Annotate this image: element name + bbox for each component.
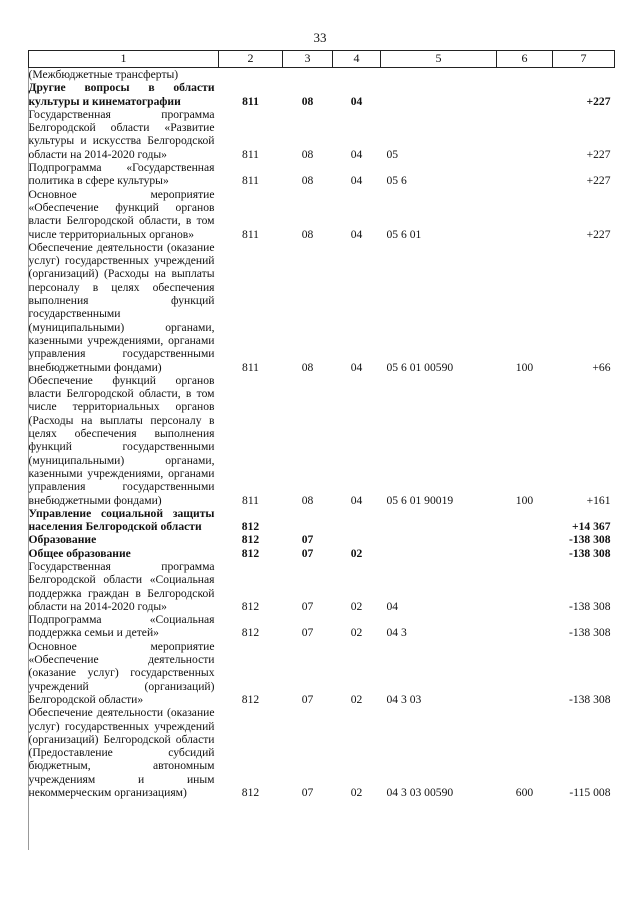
table-row xyxy=(29,706,615,799)
target-article-cell xyxy=(381,533,497,546)
section-code-cell: 07 xyxy=(301,546,314,560)
section-code-cell: 08 xyxy=(301,360,314,374)
row-name-cell: Основное мероприятие «Обеспечение функций органов власти Белгородской области, в том числе территориальных органов» xyxy=(28,187,215,241)
amount-cell: +227 xyxy=(586,94,611,108)
ministry-code-cell: 811 xyxy=(242,360,259,374)
subsection-code-cell: 04 xyxy=(350,147,363,161)
section-code-cell: 07 xyxy=(301,626,314,640)
target-article-cell xyxy=(381,81,497,108)
amount-cell: +14 367 xyxy=(572,520,611,534)
expense-type-cell xyxy=(497,507,553,534)
row-name-cell: Подпрограмма «Социальная поддержка семьи и детей» xyxy=(28,613,215,640)
row-name-cell: Обеспечение функций органов власти Белгородской области, в том числе территориальных органов (Расходы на выплаты персоналу в целях обеспечения выполнения функций государственными (муниципальными) органами, казенными учреждениями, органами управления государственными внебюджетными фондами) xyxy=(28,373,215,507)
table-row xyxy=(29,560,615,613)
target-article-cell: 04 3 03 xyxy=(386,692,422,706)
ministry-code-cell: 812 xyxy=(241,786,260,800)
amount-cell: -115 008 xyxy=(569,786,611,800)
section-code-cell: 08 xyxy=(301,94,314,108)
row-name-cell: Другие вопросы в области культуры и кинематографии xyxy=(28,81,215,108)
column-header: 5 xyxy=(381,51,497,68)
row-name-cell: Подпрограмма «Государственная политика в сфере культуры» xyxy=(28,161,215,188)
subsection-code-cell: 02 xyxy=(350,786,363,800)
table-row xyxy=(29,188,615,241)
column-header: 1 xyxy=(29,51,219,68)
expense-type-cell xyxy=(497,81,553,108)
expense-type-cell xyxy=(497,161,553,188)
table-header-row xyxy=(29,51,615,68)
row-name-cell: (Межбюджетные трансферты) xyxy=(28,68,179,81)
row-name-cell: Государственная программа Белгородской области «Развитие культуры и искусства Белгородской области на 2014-2020 годы» xyxy=(28,107,215,161)
table-row xyxy=(29,81,615,108)
column-header: 3 xyxy=(283,51,333,68)
ministry-code-cell: 812 xyxy=(241,533,260,547)
expense-type-cell xyxy=(497,640,553,706)
subsection-code-cell: 02 xyxy=(350,626,363,640)
ministry-code-cell: 811 xyxy=(242,493,259,507)
section-code-cell: 07 xyxy=(301,786,314,800)
target-article-cell: 05 6 01 xyxy=(386,227,422,241)
table-row xyxy=(29,161,615,188)
row-name-cell: Основное мероприятие «Обеспечение деятельности (оказание услуг) государственных учреждений (организаций) Белгородской области» xyxy=(28,639,215,706)
table-row xyxy=(29,241,615,374)
column-header: 2 xyxy=(219,51,283,68)
subsection-code-cell: 02 xyxy=(350,599,363,613)
ministry-code-cell: 812 xyxy=(241,520,260,534)
target-article-cell: 04 3 03 00590 xyxy=(386,786,454,800)
target-article-cell: 05 xyxy=(386,147,399,161)
ministry-code-cell: 812 xyxy=(241,626,260,640)
amount-cell: -138 308 xyxy=(568,533,611,547)
table-row xyxy=(29,640,615,706)
target-article-cell xyxy=(381,507,497,534)
page-number: 33 xyxy=(313,30,327,45)
target-article-cell: 05 6 01 00590 xyxy=(386,360,454,374)
row-name-cell: Государственная программа Белгородской области «Социальная поддержка граждан в Белгородской области на 2014-2020 годы» xyxy=(28,559,215,613)
ministry-code-cell: 811 xyxy=(242,174,259,188)
amount-cell: +227 xyxy=(586,227,611,241)
table-body xyxy=(29,68,615,800)
amount-cell xyxy=(553,68,615,82)
ministry-code-cell xyxy=(219,68,283,82)
ministry-code-cell: 811 xyxy=(242,227,259,241)
section-code-cell: 08 xyxy=(301,493,314,507)
expense-type-cell xyxy=(497,547,553,560)
target-article-cell: 04 xyxy=(386,599,399,613)
amount-cell: +161 xyxy=(586,493,611,507)
column-header: 4 xyxy=(333,51,381,68)
ministry-code-cell: 811 xyxy=(242,94,259,108)
target-article-cell: 04 3 xyxy=(386,626,407,640)
subsection-code-cell: 02 xyxy=(350,546,363,560)
table-row xyxy=(29,507,615,534)
target-article-cell: 05 6 xyxy=(386,174,407,188)
row-name-cell: Образование xyxy=(28,533,97,547)
amount-cell: +227 xyxy=(586,174,611,188)
ministry-code-cell: 812 xyxy=(241,546,260,560)
ministry-code-cell: 811 xyxy=(242,147,259,161)
section-code-cell: 08 xyxy=(301,147,314,161)
amount-cell: -138 308 xyxy=(568,626,611,640)
expense-type-cell xyxy=(497,68,553,82)
budget-table xyxy=(28,50,615,799)
expense-type-cell xyxy=(497,108,553,161)
ministry-code-cell: 812 xyxy=(241,599,260,613)
row-name-cell: Обеспечение деятельности (оказание услуг) государственных учреждений (организаций) Белгородской области (Предоставление субсидий бюджетным, автономным учреждениям и иным некоммерческим организациям) xyxy=(28,706,215,800)
section-code-cell xyxy=(283,507,333,534)
section-code-cell: 08 xyxy=(301,174,314,188)
row-name-cell: Обеспечение деятельности (оказание услуг) государственных учреждений (организаций) (Расходы на выплаты персоналу в целях обеспечения выполнения функций государственными (муниципальными) органами, казенными учреждениями, органами управления государственными внебюджетными фондами) xyxy=(28,240,215,374)
table-row xyxy=(29,533,615,546)
section-code-cell: 08 xyxy=(301,227,314,241)
section-code-cell: 07 xyxy=(301,533,314,547)
amount-cell: +227 xyxy=(586,147,611,161)
table-row xyxy=(29,68,615,82)
amount-cell: -138 308 xyxy=(568,692,611,706)
table-row xyxy=(29,547,615,560)
subsection-code-cell xyxy=(333,533,381,546)
expense-type-cell xyxy=(497,188,553,241)
table-row xyxy=(29,108,615,161)
target-article-cell: 05 6 01 90019 xyxy=(386,493,454,507)
amount-cell: -138 308 xyxy=(568,546,611,560)
section-code-cell xyxy=(283,68,333,82)
table-row xyxy=(29,613,615,640)
target-article-cell xyxy=(381,68,497,82)
subsection-code-cell: 02 xyxy=(350,692,363,706)
column-header: 6 xyxy=(497,51,553,68)
expense-type-cell xyxy=(497,560,553,613)
ministry-code-cell: 812 xyxy=(241,692,260,706)
amount-cell: +66 xyxy=(592,360,611,374)
section-code-cell: 07 xyxy=(301,692,314,706)
expense-type-cell xyxy=(497,613,553,640)
column-header: 7 xyxy=(553,51,615,68)
subsection-code-cell: 04 xyxy=(350,493,363,507)
row-name-cell: Общее образование xyxy=(28,546,131,560)
expense-type-cell: 100 xyxy=(515,360,534,374)
target-article-cell xyxy=(381,547,497,560)
amount-cell: -138 308 xyxy=(568,599,611,613)
subsection-code-cell: 04 xyxy=(350,174,363,188)
expense-type-cell: 100 xyxy=(515,493,534,507)
subsection-code-cell: 04 xyxy=(350,227,363,241)
subsection-code-cell: 04 xyxy=(350,360,363,374)
table-row xyxy=(29,374,615,507)
subsection-code-cell xyxy=(333,68,381,82)
subsection-code-cell: 04 xyxy=(350,94,363,108)
subsection-code-cell xyxy=(333,507,381,534)
expense-type-cell: 600 xyxy=(515,786,534,800)
row-name-cell: Управление социальной защиты населения Белгородской области xyxy=(28,506,215,534)
section-code-cell: 07 xyxy=(301,599,314,613)
expense-type-cell xyxy=(497,533,553,546)
